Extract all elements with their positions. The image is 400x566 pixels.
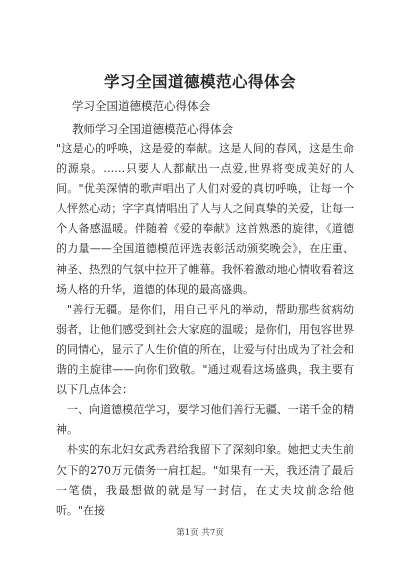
- document-body: [56, 139, 354, 521]
- page-footer: 第1页 共7页: [176, 528, 224, 538]
- body-paragraph: "善行无疆。是你们，用自己平凡的举动，帮助那些贫病幼弱者，让他们感受到社会大家庭的温暖；是你们，用包容世界的同情心，显示了人生价值的所在，让爱与付出成为了社会和谐的主旋律——向你们致敬。"通过观看这场盛典，我主要有以下几点体会：: [56, 302, 354, 397]
- section-heading: 一、向道德模范学习，要学习他们善行无疆、一诺千金的精神。: [56, 403, 354, 437]
- document-subtitle-2: 教师学习全国道德模范心得体会: [72, 122, 233, 136]
- document-subtitle-1: 学习全国道德模范心得体会: [72, 99, 210, 113]
- body-paragraph: 朴实的东北妇女武秀君给我留下了深刻印象。她把丈夫生前欠下的270万元债务一肩扛起。"如果有一天，我还清了最后一笔债，我最想做的就是写一封信，在丈夫坟前念给他听。"在接: [56, 443, 354, 517]
- body-paragraph: "这是心的呼唤，这是爱的奉献。这是人间的春风，这是生命的源泉。……只要人人都献出一点爱,世界将变成美好的人间。"优美深情的歌声唱出了人们对爱的真切呼唤，让每一个人怦然心动；字字真情唱出了人与人之间真挚的关爱，让每一个人备感温暖。伴随着《爱的奉献》这首熟悉的旋律，《道德的力量——全国道德模范评选表彰活动颁奖晚会》，在庄重、神圣、热烈的气氛中拉开了帷幕。我怀着激动地心情收看着这场人格的升华，道德的体现的最高盛典。: [56, 142, 354, 296]
- document-title: 学习全国道德模范心得体会: [103, 72, 296, 91]
